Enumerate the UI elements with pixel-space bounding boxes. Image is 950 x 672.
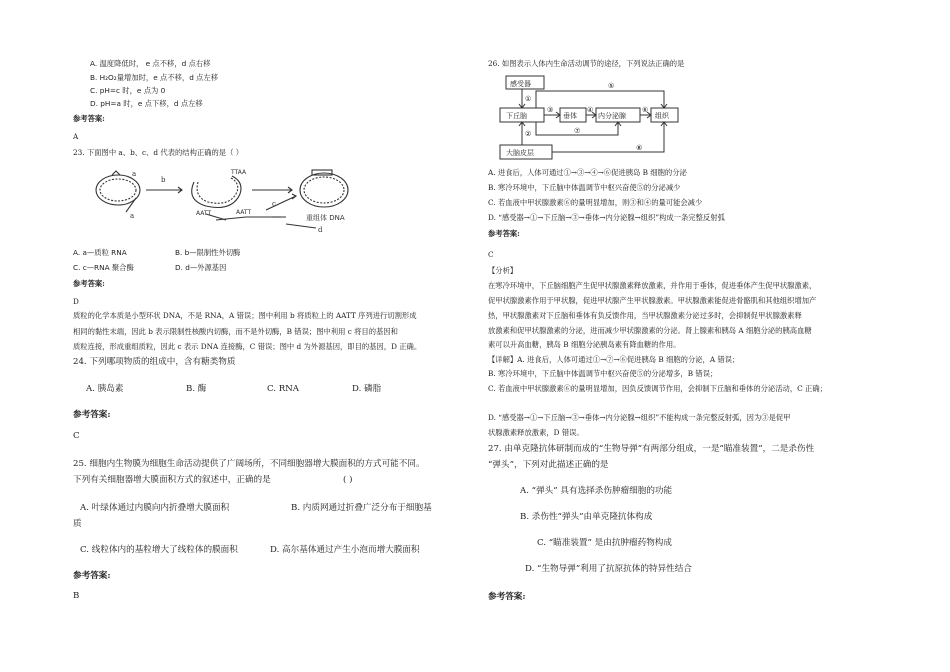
label-a-top: a <box>132 170 137 178</box>
q26-detail-2: B. 寒冷环境中，下丘脑中体温调节中枢兴奋使⑤的分泌增多，B 错误； <box>488 369 718 378</box>
seq-label-1: AATT <box>196 210 212 217</box>
q25-option-b-cont: 质 <box>73 519 82 529</box>
arrow-label-7: ⑦ <box>574 127 581 135</box>
q25-option-a: A. 叶绿体通过内膜向内折叠增大膜面积 <box>80 503 230 513</box>
q24-option-c: C. RNA <box>267 384 299 394</box>
seq-label-2: TTAA <box>231 169 247 176</box>
arrow-label-4: ④ <box>587 106 594 114</box>
q27-stem-2: “弹头”，下列对此描述正确的是 <box>488 460 609 470</box>
seq-label-3: AATT <box>236 209 252 216</box>
q23-analysis-3: 质粒连接，形成重组质粒，因此 c 表示 DNA 连接酶，C 错误；图中 d 为外源基因，即目的基因，D 正确。 <box>73 342 422 351</box>
q22-answer: A <box>73 132 79 141</box>
ref-answer-label: 参考答案: <box>73 279 105 288</box>
ref-answer-label: 参考答案: <box>73 571 111 581</box>
q26-analysis-1: 在寒冷环境中，下丘脑细胞产生促甲状腺激素释放激素，并作用于垂体，促进垂体产生促甲状腺激素， <box>488 281 817 290</box>
arrow-label-3: ③ <box>547 106 554 114</box>
arrow-label-5: ⑤ <box>608 82 615 90</box>
label-d: d <box>318 226 323 234</box>
q24-answer: C <box>73 431 80 441</box>
q26-detail-4: D. “感受器→①→下丘脑→③→垂体→内分泌腺→组织”不能构成一条完整反射弧，因为③是促甲 <box>488 413 791 422</box>
hypothalamus-box: 下丘脑 <box>506 112 527 120</box>
q26-analysis-5: 素可以升高血糖，胰岛 B 细胞分泌胰岛素有降血糖的作用。 <box>488 340 681 349</box>
q26-detail-3: C. 若血液中甲状腺激素⑥的量明显增加，因负反馈调节作用，会抑制下丘脑和垂体的分泌活动，C 正确； <box>488 384 827 393</box>
label-a: a <box>130 212 135 220</box>
arrow-label-8: ⑧ <box>636 144 643 152</box>
q25-answer: B <box>73 591 80 601</box>
ref-answer-label: 参考答案: <box>488 592 526 602</box>
q26-stem: 26. 如图表示人体内生命活动调节的途径，下列说法正确的是 <box>488 59 685 68</box>
q26-option-b: B. 寒冷环境中，下丘脑中体温调节中枢兴奋使⑤的分泌减少 <box>488 183 681 192</box>
q25-option-b: B. 内质网通过折叠广泛分布于细胞基 <box>291 503 432 513</box>
q22-option-a: A. 温度降低时， e 点不移，d 点右移 <box>90 59 211 68</box>
endocrine-box: 内分泌腺 <box>598 112 626 120</box>
arrow-label-2: ② <box>525 130 532 138</box>
q23-answer: D <box>73 297 79 306</box>
q25-answer-paren: ( ) <box>343 475 353 485</box>
q23-option-b: B. b—限制性外切酶 <box>175 248 241 257</box>
q25-option-c: C. 线粒体内的基粒增大了线粒体的膜面积 <box>80 545 238 555</box>
recombinant-dna-label: 重组体 DNA <box>306 214 345 222</box>
q22-option-b: B. H₂O₂量增加时，e 点不移，d 点左移 <box>90 73 219 82</box>
label-c: c <box>272 200 276 208</box>
q27-option-b: B. 杀伤性“弹头”由单克隆抗体构成 <box>520 512 653 522</box>
q26-analysis-4: 放激素和促甲状腺激素的分泌，进而减少甲状腺激素的分泌。肾上腺素和胰岛 A 细胞分泌的胰高血糖 <box>488 326 812 335</box>
q26-detail-5: 状腺激素释放激素，D 错误。 <box>488 428 584 437</box>
q27-option-d: D. “生物导弹”利用了抗原抗体的特异性结合 <box>525 564 692 574</box>
q26-option-a: A. 进食后，人体可通过①→③→④→⑥促进胰岛 B 细胞的分泌 <box>488 168 687 177</box>
q24-option-a: A. 胰岛素 <box>86 384 124 394</box>
q26-analysis-3: 热，甲状腺激素对下丘脑和垂体有负反馈作用，当甲状腺激素分泌过多时，会抑制促甲状腺激素释 <box>488 311 802 320</box>
q26-analysis-2: 促甲状腺激素作用于甲状腺，促进甲状腺产生甲状腺激素。甲状腺激素能促进骨骼肌和其他组织增加产 <box>488 296 817 305</box>
q26-option-d: D. “感受器→①→下丘脑→③→垂体→内分泌腺→组织”构成一条完整反射弧 <box>488 213 725 222</box>
q23-option-d: D. d—外源基因 <box>175 263 227 272</box>
regulation-diagram <box>496 73 696 163</box>
q27-option-c: C. “瞄准装置” 是由抗肿瘤药物构成 <box>537 538 672 548</box>
q26-answer: C <box>488 250 494 259</box>
q27-option-a: A. “弹头” 具有选择杀伤肿瘤细胞的功能 <box>520 486 673 496</box>
cortex-box: 大脑皮层 <box>506 149 534 157</box>
q26-detail-1: 【详解】A. 进食后，人体可通过①→⑦→⑥促进胰岛 B 细胞的分泌，A 错误； <box>488 355 740 364</box>
q23-option-c: C. c—RNA 聚合酶 <box>73 263 134 272</box>
q26-option-c: C. 若血液中甲状腺激素⑥的量明显增加，则③和④的量可能会减少 <box>488 198 703 207</box>
pituitary-box: 垂体 <box>563 112 577 120</box>
arrow-label-6: ⑥ <box>642 106 649 114</box>
tissue-box: 组织 <box>655 112 669 120</box>
ref-answer-label: 参考答案: <box>488 229 520 238</box>
q23-analysis-1: 质粒的化学本质是小型环状 DNA，不是 RNA，A 错误；图中利用 b 将质粒上的 AATT 序列进行切割形成 <box>73 311 417 320</box>
q23-analysis-2: 相同的黏性末端，因此 b 表示限制性核酸内切酶，而不是外切酶，B 错误；图中利用 c 将目的基因和 <box>73 327 398 336</box>
q27-stem-1: 27. 由单克隆抗体研制而成的“生物导弹”有两部分组成，一是“瞄准装置”，二是杀伤性 <box>488 444 815 454</box>
arrow-label-1: ① <box>525 95 532 103</box>
q25-stem-2: 下列有关细胞器增大膜面积方式的叙述中，正确的是 <box>73 475 271 485</box>
plasmid-figure <box>86 160 396 245</box>
q25-stem-1: 25. 细胞内生物膜为细胞生命活动提供了广阔场所，不同细胞器增大膜面积的方式可能不同。 <box>73 459 425 469</box>
q22-option-c: C. pH=c 时，e 点为 0 <box>90 86 166 95</box>
ref-answer-label: 参考答案: <box>73 410 111 420</box>
ref-answer-label: 参考答案: <box>73 114 105 123</box>
q24-option-b: B. 酶 <box>186 384 207 394</box>
analysis-tag: 【分析】 <box>488 266 518 275</box>
receptor-box: 感受器 <box>510 80 531 88</box>
q24-option-d: D. 磷脂 <box>352 384 382 394</box>
q25-option-d: D. 高尔基体通过产生小泡而增大膜面积 <box>270 545 420 555</box>
q22-option-d: D. pH=a 时，e 点下移，d 点左移 <box>90 99 203 108</box>
q23-stem: 23. 下面图中 a、b、c、d 代表的结构正确的是（ ） <box>73 148 244 157</box>
label-b: b <box>161 176 166 184</box>
q24-stem: 24. 下列哪项物质的组成中，含有糖类物质 <box>73 357 236 367</box>
q23-option-a: A. a—质粒 RNA <box>73 248 127 257</box>
